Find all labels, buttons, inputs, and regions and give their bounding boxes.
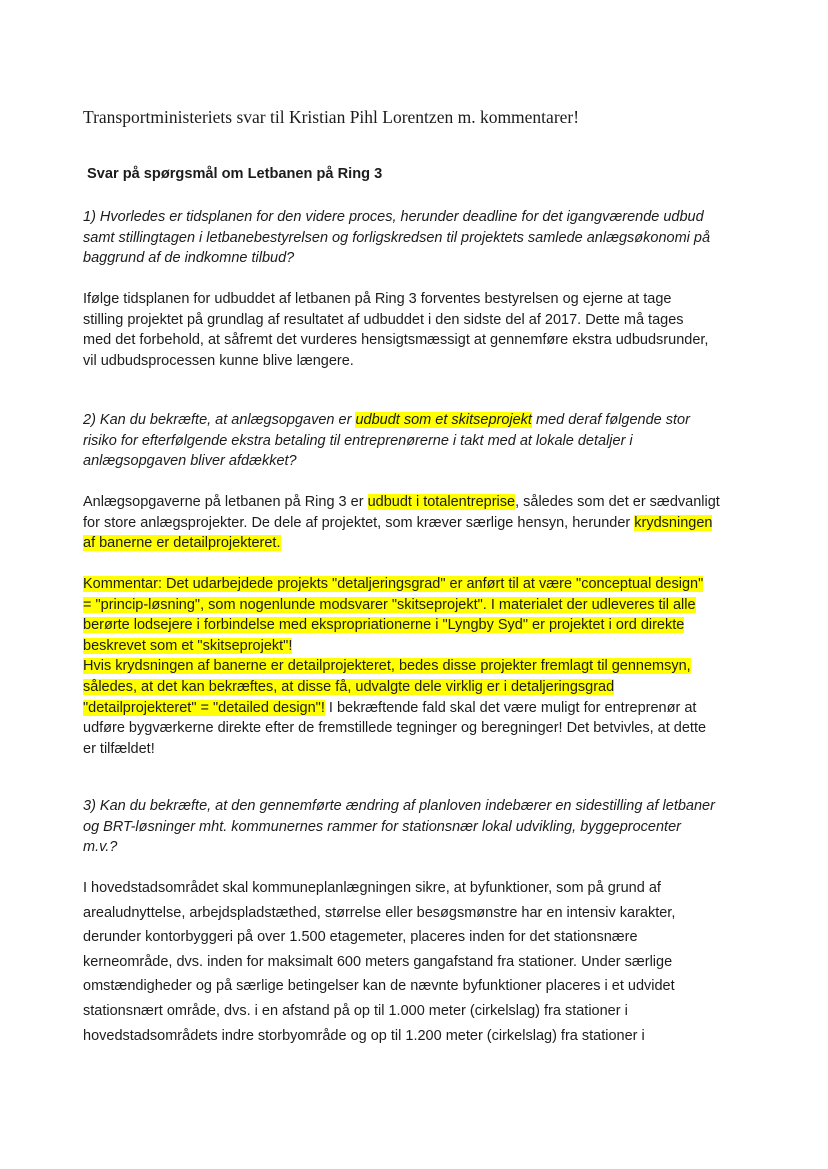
- page-title: Transportministeriets svar til Kristian Pihl Lorentzen m. kommentarer!: [83, 107, 580, 127]
- highlighted-text: "detailprojekteret" = "detailed design"!: [83, 699, 325, 716]
- answer-2-text: , således som det er sædvanligt: [515, 494, 720, 510]
- answer-3-line: kerneområde, dvs. inden for maksimalt 600 meters gangafstand fra stationer. Under særlige: [83, 953, 673, 970]
- question-1-line: samt stillingtagen i letbanebestyrelsen og forligskredsen til projektets samlede anlægsøkonomi på: [83, 229, 711, 246]
- answer-2-line: [83, 533, 753, 554]
- answer-2-text: for store anlægsprojekter. De dele af projektet, som kræver særlige hensyn, herunder: [83, 514, 635, 531]
- answer-2: [83, 492, 753, 554]
- question-3: [83, 796, 753, 858]
- question-2-text: med deraf følgende stor: [531, 412, 690, 428]
- highlighted-text: Kommentar: Det udarbejdede projekts "detaljeringsgrad" er anført til at være "conceptual design": [83, 576, 704, 592]
- question-2-text: 2) Kan du bekræfte, at anlægsopgaven er: [83, 412, 356, 428]
- question-2-line: risiko for efterfølgende ekstra betaling til entreprenørerne i takt med at lokale detaljer i: [83, 432, 633, 449]
- answer-1: [83, 289, 753, 371]
- comment-line: [83, 677, 753, 698]
- question-1: [83, 207, 753, 269]
- question-1-line: 1) Hvorledes er tidsplanen for den videre proces, herunder deadline for det igangværende udbud: [83, 209, 704, 225]
- question-2-line: [83, 410, 753, 431]
- answer-3-line: I hovedstadsområdet skal kommuneplanlægningen sikre, at byfunktioner, som på grund af: [83, 880, 661, 896]
- highlighted-text: berørte lodsejere i forbindelse med ekspropriationerne i "Lyngby Syd" er projektet i ord direkte: [83, 617, 685, 634]
- comment-line: [83, 636, 753, 657]
- answer-3-line: hovedstadsområdets indre storbyområde og op til 1.200 meter (cirkelslag) fra stationer i: [83, 1027, 645, 1044]
- answer-1-line: med det forbehold, at såfremt det vurderes hensigtsmæssigt at gennemføre ekstra udbudsrunder,: [83, 332, 709, 349]
- comment-line: er tilfældet!: [83, 740, 155, 757]
- comment-block: [83, 574, 753, 759]
- answer-2-line: [83, 492, 753, 513]
- comment-line: [83, 574, 753, 595]
- comment-line: [83, 698, 753, 719]
- answer-3-line: arealudnyttelse, arbejdspladstæthed, størrelse eller besøgsmønstre har en intensiv karakter,: [83, 904, 676, 921]
- comment-line: [83, 615, 753, 636]
- highlighted-text: udbudt i totalentreprise: [367, 494, 516, 510]
- highlighted-text: af banerne er detailprojekteret.: [83, 535, 281, 552]
- comment-text: I bekræftende fald skal det være muligt for entreprenør at: [324, 699, 697, 716]
- highlighted-text: krydsningen: [634, 514, 713, 531]
- question-3-line: m.v.?: [83, 839, 118, 856]
- comment-line: [83, 656, 753, 677]
- question-2: [83, 410, 753, 472]
- highlighted-text: beskrevet som et "skitseprojekt"!: [83, 637, 293, 654]
- question-3-line: og BRT-løsninger mht. kommunernes rammer for stationsnær lokal udvikling, byggeprocenter: [83, 818, 681, 835]
- question-3-line: 3) Kan du bekræfte, at den gennemførte ændring af planloven indebærer en sidestilling af letbaner: [83, 798, 715, 814]
- comment-line: udføre bygværkerne direkte efter de fremstillede tegninger og beregninger! Det betvivles, at dette: [83, 720, 707, 737]
- section-heading: Svar på spørgsmål om Letbanen på Ring 3: [87, 166, 383, 182]
- answer-3-line: derunder kontorbyggeri på over 1.500 etagemeter, placeres inden for det stationsnære: [83, 929, 638, 946]
- answer-3-line: stationsnært område, dvs. i en afstand på op til 1.000 meter (cirkelslag) fra stationer i: [83, 1002, 628, 1019]
- comment-line: [83, 595, 753, 616]
- highlighted-text: Hvis krydsningen af banerne er detailprojekteret, bedes disse projekter fremlagt til gennemsyn,: [83, 658, 691, 675]
- highlighted-text: = "princip-løsning", som nogenlunde modsvarer "skitseprojekt". I materialet der udleveres til alle: [83, 596, 696, 613]
- answer-3-line: omstændigheder og på særlige betingelser kan de nævnte byfunktioner placeres i et udvidet: [83, 978, 675, 995]
- highlighted-text: udbudt som et skitseprojekt: [355, 412, 532, 428]
- answer-1-line: vil udbudsprocessen kunne blive længere.: [83, 352, 354, 369]
- answer-3: [83, 876, 753, 1048]
- answer-2-line: [83, 513, 753, 534]
- highlighted-text: således, at det kan bekræftes, at disse få, udvalgte dele virklig er i detaljeringsgrad: [83, 678, 615, 695]
- question-1-line: baggrund af de indkomne tilbud?: [83, 250, 295, 267]
- answer-1-line: Ifølge tidsplanen for udbuddet af letbanen på Ring 3 forventes bestyrelsen og ejerne at tage: [83, 291, 672, 307]
- answer-1-line: stilling projektet på grundlag af resultatet af udbuddet i den sidste del af 2017. Dette må tages: [83, 311, 684, 328]
- question-2-line: anlægsopgaven bliver afdækket?: [83, 453, 297, 470]
- answer-2-text: Anlægsopgaverne på letbanen på Ring 3 er: [83, 494, 368, 510]
